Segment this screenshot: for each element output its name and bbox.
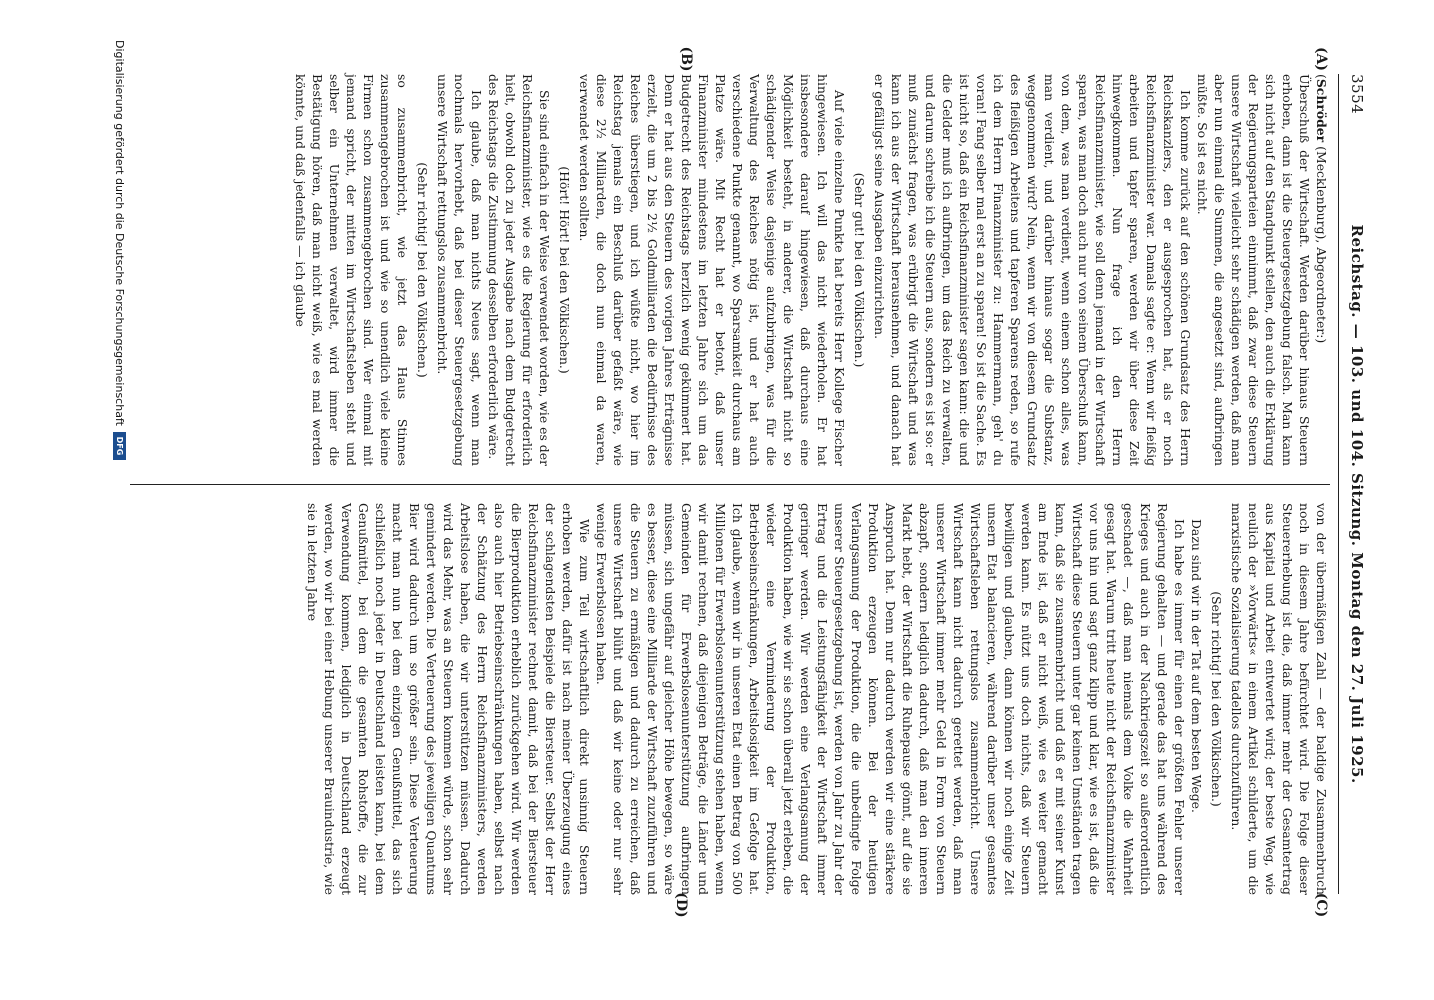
paragraph: Ich komme zurück auf den schönen Grundsatz des Herrn Reichskanzlers, den er ausgesprochen hat, als er noch Reichsfinanzminister war. Damals sagte er: Wenn wir fleißig arbeiten und tapfer sparen, werden wir über diese Zeit hinwegkommen. Nun frage ich den Herrn Reichsfinanzminister, wie soll denn jemand in der Wirtschaft sparen, was man doch auch nur von seinem Überschuß kann, von dem, was man verdient, wenn einem schon alles, was man verdient, und darüber hinaus sogar die Substanz, weggenommen wird? Nein, wenn wir von diesem Grundsatz des fleißigen Arbeitens und tapferen Sparens reden, so rufe ich dem Herrn Finanzminister zu: Hammermann, geh' du voran! Fang selber mal erst an zu sparen! So ist die Sache. Es ist nicht so, daß ein Reichsfinanzminister sagen kann: die und die Gelder muß ich aufbringen, um das Reich zu verwalten, und darum schreibe ich die Steuern aus, sondern es ist so: er muß zunächst fragen, was erübrigt die Wirtschaft und was kann ich aus der Wirtschaft herausnehmen, und danach hat er gefälligst seine Ausgaben einzurichten. — [872, 74, 1193, 466]
margin-marker-c: (C) — [1313, 892, 1329, 918]
interjection: (Sehr gut! bei den Völkischen.) — [852, 172, 867, 368]
paragraph: Ich glaube, daß man nichts Neues sagt, wenn man nochmals hervorhebt, daß bei dieser Steuergesetzgebung unsere Wirtschaft rettungslos zusammenbricht. — [435, 74, 484, 466]
margin-marker-a: (A) — [1313, 46, 1329, 72]
paragraph: von der übermäßigen Zahl — der baldige Zusammenbruch noch in diesem Jahre befürchtet wird. Die Folge dieser Steuererhebung ist die, daß immer mehr der Gesamtertrag aus Kapital und Arbeit entwertet wird; der beste Weg, wie neulich der »Vorwärts« in einem Artikel schilderte, um die marxistische Sozialisierung tadellos durchzuführen. — [1229, 503, 1329, 895]
paragraph: Wie zum Teil wirtschaftlich direkt unsinnig Steuern erhoben werden, dafür ist nach meiner Überzeugung eines der schlagendsten Beispiele die Biersteuer. Selbst der Herr Reichsfinanzminister rechnet damit, daß bei der Biersteuer die Bierproduktion erheblich zurückgehen wird. Wir werden also auch hier Betriebseinschränkungen haben, selbst nach der Schätzung des Herrn Reichsfinanzministers, werden Arbeitslose haben, die wir unterstützen müssen. Dadurch wird das Mehr, was an Steuern kommen würde, schon sehr gemindert werden. Die Verteuerung des jeweiligen Quantums Bier wird dadurch um so größer sein. Diese Verteuerung macht man nun bei dem einzigen Genußmittel, das sich schließlich noch jeder in Deutschland leisten kann, bei dem Genußmittel, bei dem die gesamten Rohstoffe, die zur Verwendung kommen, lediglich in Deutschland erzeugt werden, wo wir bei einer Hebung unserer Brauindustrie, wie sie in letzten Jahre — [305, 503, 592, 895]
paragraph: Ich habe es immer für einen der größten Fehler unserer Regierung gehalten — und gerade das hat uns während des Krieges und auch in der Nachkriegszeit so außerordentlich geschadet —, daß man niemals dem Volke die Wahrheit gesagt hat. Warum tritt heute nicht der Reichsfinanzminister vor uns hin und sagt ganz klipp und klar, wie es ist, daß die Wirtschaft diese Steuern unter gar keinen Umständen tragen kann, daß sie zusammenbricht und daß er mit seiner Kunst am Ende ist, daß er nicht weiß, wie es weiter gemacht werden kann. Es nützt uns doch nichts, daß wir Steuern bewilligen und glauben, dann können wir noch einige Zeit unsern Etat balancieren, während darüber unser gesamtes Wirtschaftsleben rettungslos zusammenbricht. Unsere Wirtschaft kann nicht dadurch gerettet werden, daß man unserer Wirtschaft immer mehr Geld in Form von Steuern abzapft, sondern lediglich dadurch, daß man den inneren Markt hebt, der Wirtschaft die Ruhepause gönnt, auf die sie Anspruch hat. Denn nur dadurch werden wir eine stärkere Produktion erzeugen können. Bei der heutigen Verlangsamung der Produktion, die die unbedingte Folge unserer Steuergesetzgebung ist, werden von Jahr zu Jahr der Ertrag und die Leistungsfähigkeit der Wirtschaft immer geringer werden. Wir werden eine Verlangsamung der Produktion haben, wie wir sie schon überall jetzt erleben, die wieder eine Verminderung der Produktion, Betriebseinschränkungen, Arbeitslosigkeit im Gefolge hat. Ich glaube, wenn wir in unseren Etat einen Betrag von 500 Millionen für Erwerbslosenunterstützung stehen haben, wenn wir damit rechnen, daß diejenigen Beträge, die Länder und Gemeinden für Erwerbslosenunterstützung aufbringen müssen, sich ungefähr auf gleicher Höhe bewegen, so wäre es besser, diese eine Milliarde der Wirtschaft zuzuführen und die Steuern zu ermäßigen und dadurch zu erreichen, daß unsere Wirtschaft blüht und daß wir keine oder nur sehr wenige Erwerbslosen haben. — [594, 503, 1187, 895]
page-header — [1340, 74, 1366, 894]
paragraph: Überschuß der Wirtschaft. Werden darüber hinaus Steuern erhoben, dann ist die Steuergesetzgebung falsch. Man kann sich nicht auf den Standpunkt stellen, den auch die Erklärung der Regierungsparteien einnimmt, daß zwar diese Steuern unsere Wirtschaft vielleicht sehr schädigen werden, daß man aber nun einmal die Summen, die angesetzt sind, aufbringen müßte. So ist es nicht. — [1195, 74, 1312, 466]
page-number: 3554 — [1348, 74, 1366, 115]
document-page — [100, 0, 1434, 960]
margin-marker-d: (D) — [673, 892, 689, 918]
column-divider — [130, 484, 1330, 485]
interjection: (Sehr richtig! bei den Völkischen.) — [415, 162, 430, 378]
paragraph: Dazu sind wir in der Tat auf dem besten Wege. — [1189, 519, 1204, 813]
paragraph: so zusammenbricht, wie jetzt das Haus Stinnes zusammengebrochen ist und wie so unendlich viele kleine Firmen schon zusammengebrochen sind. Wer einmal mit jemand spricht, der mitten im Wirtschaftsleben steht und selber ein Unternehmen verwaltet, wird immer die Bestätigung hören, daß man nicht weiß, wie es mal werden könnte, und daß jedenfalls — ich glaube — [293, 74, 410, 466]
header-rule — [1338, 74, 1339, 894]
left-column — [292, 74, 1330, 466]
footer-text: Digitalisierung gefördert durch die Deutsche Forschungsgemeinschaft — [113, 40, 126, 426]
page-title: Reichstag. — 103. und 104. Sitzung. Montag den 27. Juli 1925. — [1348, 224, 1366, 784]
right-column — [304, 503, 1330, 895]
dfg-logo-icon: DFG — [113, 432, 126, 460]
paragraph: Sie sind einfach in der Weise verwendet worden, wie es der Reichsfinanzminister, wie es die Regierung für erforderlich hielt, obwohl doch zu jeder Ausgabe nach dem Budgetrecht des Reichstags die Zustimmung desselben erforderlich wäre. — [486, 74, 552, 466]
speaker-name: Schröder — [1314, 78, 1329, 143]
paragraph: Auf viele einzelne Punkte hat bereits Herr Kollege Fischer hingewiesen. Ich will das nicht wiederholen. Er hat insbesondere darauf hingewiesen, daß durchaus eine Möglichkeit besteht, in anderer, die Wirtschaft nicht so schädigender Weise dasjenige aufzubringen, was für die Verwaltung des Reiches nötig ist, und er hat auch verschiedene Punkte genannt, wo Sparsamkeit durchaus am Platze wäre. Mit Recht hat er betont, daß unser Finanzminister mindestens im letzten Jahre sich um das Budgetrecht des Reichstags herzlich wenig gekümmert hat. Denn er hat aus den Steuern des vorigen Jahres Erträgnisse erzielt, die um 2 bis 2½ Goldmilliarden die Bedürfnisse des Reiches überstiegen, und ich wüßte nicht, wo hier im Reichstag jemals ein Beschluß darüber gefaßt wäre, wie diese 2½ Milliarden, die doch nun einmal da waren, verwendet werden sollten. — [577, 74, 847, 466]
margin-marker-b: (B) — [678, 46, 694, 72]
interjection: (Sehr richtig! bei den Völkischen.) — [1209, 591, 1224, 807]
paragraph: (Schröder (Mecklenburg), Abgeordneter:) — [1314, 74, 1329, 344]
interjection: (Hört! Hört! bei den Völkischen.) — [557, 166, 572, 374]
digitization-footer — [113, 40, 126, 460]
speaker-note: (Mecklenburg), Abgeordneter: — [1314, 146, 1329, 339]
